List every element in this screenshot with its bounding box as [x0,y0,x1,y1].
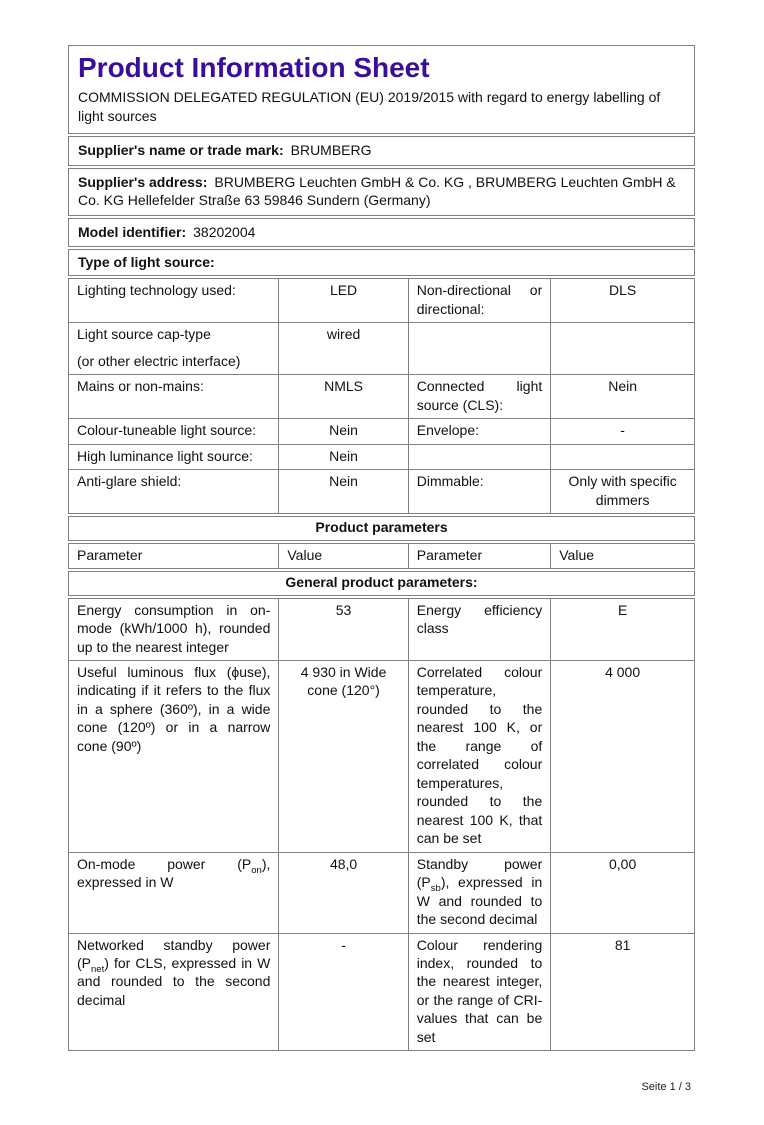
param-cell: On-mode power $(P_{on})$, expressed in W [77,855,271,891]
param-cell [69,323,278,374]
value-cell: 4 930 in Wide cone (120°) [278,661,407,852]
supplier-name-label: Supplier's name or trade mark: [78,142,284,159]
value-cell: 53 [278,599,407,660]
param-cell: Dimmable: [408,470,551,513]
param-cell: High luminance light source: [77,447,253,464]
table-row [69,933,694,1051]
param-cell: Networked standby power $(P_{net})$ for CLS, expressed in W and rounded to the second decimal [77,936,271,1008]
param-cell: Energy consumption in on-mode (kWh/1000 h), rounded up to the nearest integer [77,601,271,655]
column-header: Value [278,544,407,568]
param-cell: Non-directional or directional: [408,279,551,322]
supplier-address-value: BRUMBERG Leuchten GmbH & Co. KG , BRUMBERG Leuchten GmbH & Co. KG Hellefelder Straße 63 59846 Sundern (Germany) [78,173,676,209]
param-cell: Correlated colour temperature, rounded to the nearest 100 K, or the range of correlated colour temperatures, rounded to the nearest 100 K, that can be set [408,661,551,852]
general-parameters-table [68,598,695,1052]
value-cell: LED [278,279,407,322]
value-cell: E [550,599,694,660]
param-cell: Lighting technology used: [77,282,236,299]
value-cell: Nein [278,470,407,513]
value-cell: - [278,934,407,1051]
param-cell: Standby power $(P_{sb})$, expressed in W and rounded to the second decimal [408,853,551,933]
column-header: Value [550,544,694,568]
table-row [69,279,694,322]
value-cell: Nein [550,375,694,418]
value-cell: Only with specific dimmers [550,470,694,513]
product-information-sheet [68,45,695,1051]
value-cell: 48,0 [278,853,407,933]
value-cell: DLS [550,279,694,322]
supplier-address-label: Supplier's address: [78,173,208,190]
value-cell: 81 [550,934,694,1051]
value-cell: wired [278,323,407,374]
value-cell: Nein [278,419,407,443]
product-parameters-heading: Product parameters [68,516,695,540]
model-identifier-row [68,218,695,247]
regulation-text: COMMISSION DELEGATED REGULATION (EU) 2019/2015 with regard to energy labelling of light sources [78,89,661,124]
value-cell: 4 000 [550,661,694,852]
supplier-address-row [68,168,695,216]
type-of-light-source-table [68,278,695,514]
param-line: Light source cap-type [77,326,211,343]
param-cell [408,323,551,374]
table-row [69,599,694,660]
value-cell: NMLS [278,375,407,418]
param-cell: Envelope: [408,419,551,443]
header-block [68,45,695,134]
supplier-name-value: BRUMBERG [290,142,372,159]
table-row [69,469,694,513]
param-cell: Colour rendering index, rounded to the nearest integer, or the range of CRI-values that can be set [408,934,551,1051]
model-identifier-value: 38202004 [193,223,256,240]
model-identifier-label: Model identifier: [78,223,187,240]
value-cell [550,323,694,374]
param-line: (or other electric interface) [77,352,241,369]
table-row [69,418,694,443]
value-cell: Nein [278,445,407,469]
table-row [69,374,694,418]
param-cell [408,445,551,469]
table-row [69,660,694,852]
column-header: Parameter [77,546,143,563]
table-row [69,322,694,374]
page-footer: Seite 1 / 3 [641,1081,691,1094]
table-row [69,852,694,933]
param-cell: Energy efficiency class [408,599,551,660]
param-cell: Colour-tuneable light source: [77,422,256,439]
column-header-row [68,543,695,569]
value-cell [550,445,694,469]
general-product-parameters-heading: General product parameters: [68,571,695,595]
column-header: Parameter [408,544,551,568]
value-cell: 0,00 [550,853,694,933]
value-cell: - [550,419,694,443]
supplier-name-row [68,136,695,165]
page-title: Product Information Sheet [78,52,430,83]
param-cell: Anti-glare shield: [77,473,182,490]
param-cell: Connected light source (CLS): [408,375,551,418]
param-cell: Mains or non-mains: [77,378,204,395]
param-cell: Useful luminous flux (ϕuse), indicating if it refers to the flux in a sphere (360º), in a wide cone (120º) or in a narrow cone (90º) [77,663,271,754]
table-row [69,444,694,469]
type-of-light-source-heading: Type of light source: [68,249,695,276]
document-page [0,45,764,1125]
